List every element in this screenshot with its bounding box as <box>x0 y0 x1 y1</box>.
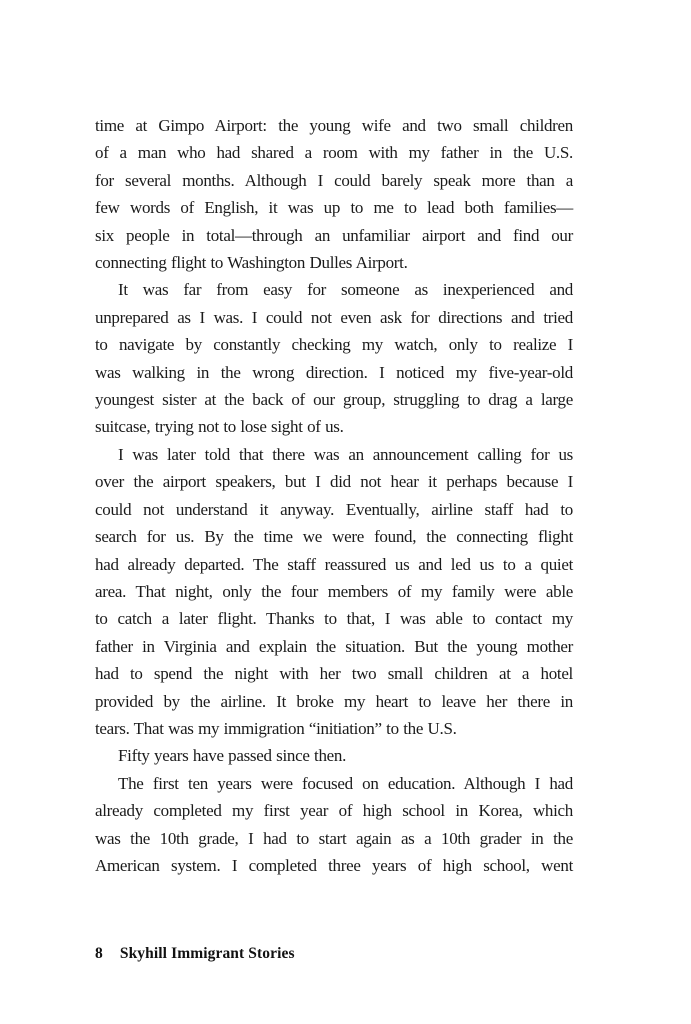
text-line: time at Gimpo Airport: the young wife and two small children <box>95 116 573 135</box>
paragraph <box>95 441 573 742</box>
text-line: was the 10th grade, I had to start again as a 10th grader in the <box>95 828 573 848</box>
paragraph <box>95 770 573 880</box>
text-line: father in Virginia and explain the situation. But the young mother <box>95 636 573 656</box>
text-line: had to spend the night with her two small children at a hotel <box>95 664 573 684</box>
text-line: search for us. By the time we were found, the connecting flight <box>95 527 573 547</box>
text-line: to catch a later flight. Thanks to that, I was able to contact my <box>95 609 573 629</box>
paragraph <box>95 276 573 440</box>
text-line: connecting flight to Washington Dulles Airport. <box>95 253 408 273</box>
text-line: I was later told that there was an announcement calling for us <box>118 444 573 464</box>
text-line: already completed my first year of high school in Korea, which <box>95 801 573 821</box>
paragraph <box>95 742 573 769</box>
text-line: The first ten years were focused on education. Although I had <box>118 773 573 793</box>
page-number: 8 <box>95 945 103 962</box>
running-title: Skyhill Immigrant Stories <box>119 945 295 962</box>
paragraph <box>95 112 573 276</box>
text-line: youngest sister at the back of our group, struggling to drag a large <box>95 390 573 410</box>
page-footer <box>95 944 295 964</box>
text-line: for several months. Although I could barely speak more than a <box>95 170 573 190</box>
text-line: area. That night, only the four members of my family were able <box>95 581 573 601</box>
text-line: provided by the airline. It broke my heart to leave her there in <box>95 691 573 711</box>
text-line: to navigate by constantly checking my watch, only to realize I <box>95 335 573 355</box>
text-line: American system. I completed three years of high school, went <box>95 855 573 875</box>
text-line: six people in total—through an unfamiliar airport and find our <box>95 225 573 245</box>
text-line: of a man who had shared a room with my father in the U.S. <box>95 143 573 163</box>
text-line: It was far from easy for someone as inexperienced and <box>118 280 573 300</box>
text-line: unprepared as I was. I could not even ask for directions and tried <box>95 307 573 327</box>
text-line: few words of English, it was up to me to lead both families— <box>95 198 573 218</box>
text-line: had already departed. The staff reassured us and led us to a quiet <box>95 554 573 574</box>
text-line: could not understand it anyway. Eventually, airline staff had to <box>95 499 573 519</box>
text-line: tears. That was my immigration “initiation” to the U.S. <box>95 718 457 738</box>
body-text <box>95 112 573 879</box>
text-line: Fifty years have passed since then. <box>118 746 347 766</box>
text-line: suitcase, trying not to lose sight of us. <box>95 417 344 437</box>
text-line: was walking in the wrong direction. I noticed my five-year-old <box>95 362 573 382</box>
text-line: over the airport speakers, but I did not hear it perhaps because I <box>95 472 573 492</box>
